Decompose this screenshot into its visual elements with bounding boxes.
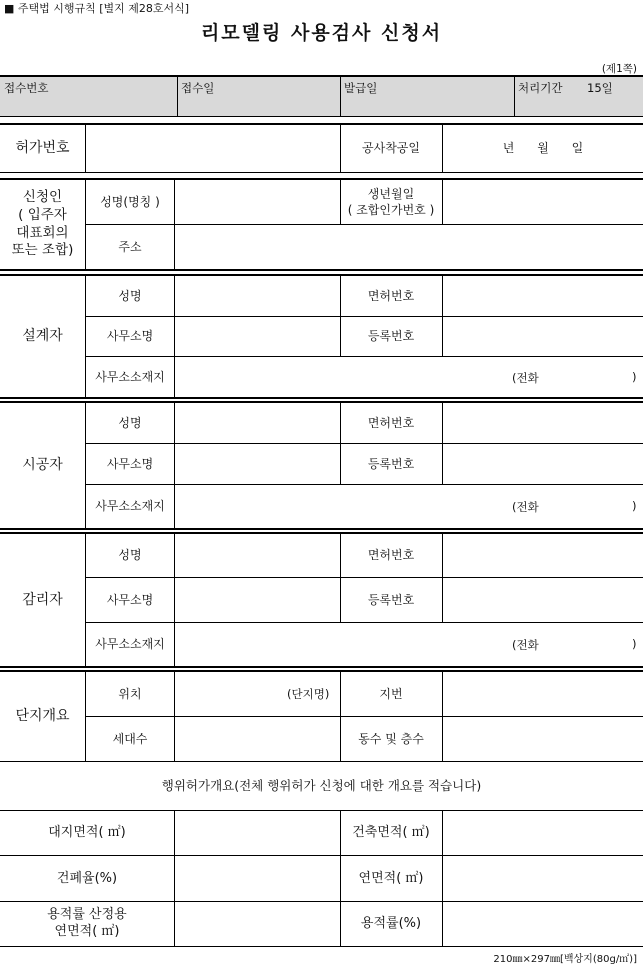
constructor-license-field[interactable] [443, 403, 643, 443]
lot-number-label: 지번 [379, 686, 403, 701]
designer-name-label: 성명 [118, 288, 142, 303]
constructor-name-label: 성명 [118, 415, 142, 430]
constructor-phone-close: ) [632, 499, 637, 513]
households-field[interactable] [175, 717, 340, 761]
supervisor-office-address-label: 사무소소재지 [95, 637, 165, 652]
supervisor-license-field[interactable] [443, 534, 643, 577]
designer-office-label: 사무소명 [106, 329, 154, 344]
applicant-name-label: 성명(명칭 ) [100, 194, 160, 209]
form-title: 리모델링 사용검사 신청서 [200, 22, 443, 44]
floor-area-ratio-label: 용적률(%) [360, 916, 422, 932]
supervisor-phone-label: (전화 [512, 638, 539, 652]
location-label: 위치 [118, 686, 142, 701]
constructor-license-label: 면허번호 [367, 415, 415, 430]
applicant-birth-field[interactable] [443, 180, 643, 224]
issue-date-field[interactable] [341, 95, 513, 115]
receipt-date-field[interactable] [178, 95, 339, 115]
designer-office-address-label: 사무소소재지 [95, 369, 165, 384]
lot-number-field[interactable] [443, 672, 643, 716]
regulation-reference: ■ 주택법 시행규칙 [별지 제28호서식] [4, 2, 190, 15]
paper-spec: 210㎜×297㎜[백상지(80g/㎡)] [493, 954, 637, 964]
designer-license-label: 면허번호 [367, 288, 415, 303]
floor-area-ratio-field[interactable] [443, 902, 643, 946]
supervisor-office-address-field[interactable] [175, 623, 505, 666]
coverage-ratio-label: 건폐율(%) [56, 870, 118, 886]
receipt-number-field[interactable] [1, 95, 176, 115]
designer-phone-close: ) [632, 370, 637, 384]
processing-period-value: 15일 [587, 81, 613, 95]
designer-section-label: 설계자 [22, 328, 63, 345]
complex-section-label: 단지개요 [15, 708, 70, 725]
page-number: (제1쪽) [601, 63, 637, 75]
complex-name-label: (단지명) [287, 687, 330, 701]
floor-area-field[interactable] [443, 856, 643, 901]
constructor-office-address-field[interactable] [175, 485, 505, 528]
supervisor-office-label: 사무소명 [106, 592, 154, 607]
constructor-section-label: 시공자 [22, 457, 63, 474]
floor-area-label: 연면적( ㎡) [358, 870, 424, 886]
supervisor-registration-field[interactable] [443, 578, 643, 622]
designer-license-field[interactable] [443, 276, 643, 316]
construction-start-date-field[interactable]: 년 월 일 [502, 141, 584, 156]
receipt-number-label: 접수번호 [4, 81, 49, 95]
far-floor-area-field[interactable] [175, 902, 340, 946]
issue-date-label: 발급일 [344, 81, 378, 95]
constructor-registration-label: 등록번호 [367, 456, 415, 471]
applicant-address-label: 주소 [118, 239, 142, 254]
supervisor-section-label: 감리자 [22, 591, 63, 608]
buildings-floors-field[interactable] [443, 717, 643, 761]
designer-registration-field[interactable] [443, 317, 643, 356]
processing-period-label: 처리기간 [518, 81, 563, 95]
designer-name-field[interactable] [175, 276, 340, 316]
constructor-name-field[interactable] [175, 403, 340, 443]
site-area-field[interactable] [175, 811, 340, 855]
households-label: 세대수 [112, 731, 148, 746]
designer-office-address-field[interactable] [175, 357, 505, 397]
buildings-floors-label: 동수 및 층수 [358, 731, 424, 746]
supervisor-office-field[interactable] [175, 578, 340, 622]
constructor-office-address-label: 사무소소재지 [95, 499, 165, 514]
site-area-label: 대지면적( ㎡) [48, 825, 126, 841]
designer-registration-label: 등록번호 [367, 329, 415, 344]
receipt-date-label: 접수일 [181, 81, 215, 95]
constructor-office-field[interactable] [175, 444, 340, 484]
building-area-label: 건축면적( ㎡) [352, 825, 430, 841]
building-area-field[interactable] [443, 811, 643, 855]
construction-start-label: 공사착공일 [362, 141, 420, 156]
applicant-section-label: 신청인 ( 입주자 대표회의 또는 조합) [11, 189, 74, 259]
designer-office-field[interactable] [175, 317, 340, 356]
coverage-ratio-field[interactable] [175, 856, 340, 901]
constructor-registration-field[interactable] [443, 444, 643, 484]
permit-number-label: 허가번호 [15, 140, 70, 157]
supervisor-name-field[interactable] [175, 534, 340, 577]
constructor-phone-label: (전화 [512, 500, 539, 514]
applicant-name-field[interactable] [175, 180, 340, 224]
supervisor-phone-close: ) [632, 637, 637, 651]
supervisor-license-label: 면허번호 [367, 548, 415, 563]
supervisor-registration-label: 등록번호 [367, 592, 415, 607]
supervisor-name-label: 성명 [118, 548, 142, 563]
applicant-birth-label: 생년월일 ( 조합인가번호 ) [347, 186, 435, 217]
overview-title: 행위허가개요(전체 행위허가 신청에 대한 개요를 적습니다) [161, 777, 482, 793]
applicant-address-field[interactable] [175, 225, 643, 269]
designer-phone-label: (전화 [512, 371, 539, 385]
constructor-office-label: 사무소명 [106, 456, 154, 471]
permit-number-field[interactable] [86, 125, 340, 172]
location-field[interactable] [175, 672, 285, 716]
far-floor-area-label: 용적률 산정용 연면적( ㎡) [47, 907, 127, 939]
